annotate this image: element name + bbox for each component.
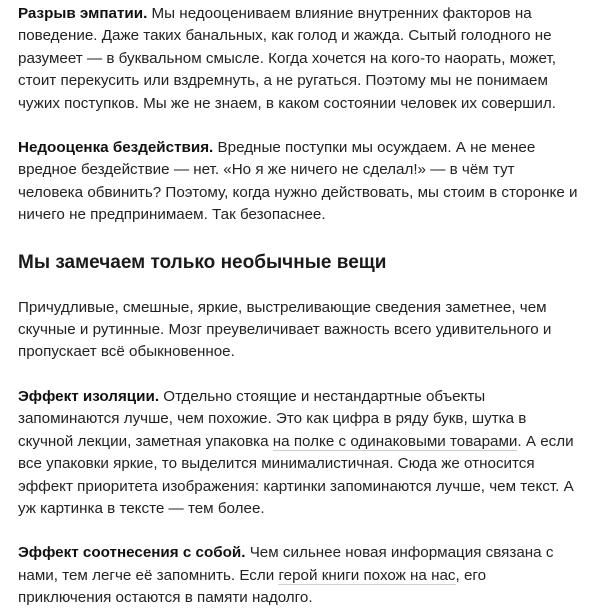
paragraph-isolation-effect bbox=[18, 386, 582, 520]
paragraph-text: , его приключения остаются в памяти надолго. bbox=[18, 566, 487, 607]
paragraph-omission-bias bbox=[18, 137, 582, 227]
paragraph-text: Вредные поступки мы осуждаем. А не менее вредное бездействие — нет. «Но я же ничего не сделал!» — в чём тут человека обвинить? Поэтому, когда нужно действовать, мы стоим в сторонке и ничего не предпринимаем. Так безопаснее. bbox=[18, 139, 578, 224]
paragraph-text: Причудливые, смешные, яркие, выстреливающие сведения заметнее, чем скучные и рутинные. Мозг преувеличивает важность всего удивительного и пропускает всё обыкновенное. bbox=[18, 298, 552, 361]
link-book-hero[interactable]: герой книги похож на нас bbox=[278, 566, 456, 584]
paragraph-text: Мы недооцениваем влияние внутренних факторов на поведение. Даже таких банальных, как голод и жажда. Сытый голодного не разумеет — в буквальном смысле. Когда хочется на кого-то наорать, может, стоит перекусить или вздремнуть, а не ругаться. Поэтому мы не понимаем чужих поступков. Мы же не знаем, в каком состоянии человек их совершил. bbox=[18, 5, 556, 112]
paragraph-self-reference-effect bbox=[18, 542, 582, 609]
section-heading: Мы замечаем только необычные вещи bbox=[18, 251, 387, 273]
link-shelf-products[interactable]: на полке с одинаковыми товарами bbox=[272, 432, 518, 450]
paragraph-text: Отдельно стоящие и нестандартные объекты запоминаются лучше, чем похожие. Это как цифра в ряду букв, шутка в скучной лекции, заметная упаковка bbox=[18, 387, 527, 450]
paragraph-text: . А если все упаковки яркие, то выделится минималистичная. Сюда же относится эффект приоритета изображения: картинки запоминаются лучше, чем текст. А уж картинка в тексте — тем более. bbox=[18, 432, 574, 517]
term-self-reference-effect: Эффект соотнесения с собой. bbox=[18, 544, 246, 562]
paragraph-empathy-gap bbox=[18, 3, 582, 115]
paragraph-text: Чем сильнее новая информация связана с нами, тем легче её запомнить. Если bbox=[18, 544, 554, 584]
term-isolation-effect: Эффект изоляции. bbox=[18, 387, 160, 405]
term-empathy-gap: Разрыв эмпатии. bbox=[18, 5, 148, 22]
paragraph-unusual-things bbox=[18, 297, 582, 364]
term-omission-bias: Недооценка бездействия. bbox=[18, 139, 214, 157]
